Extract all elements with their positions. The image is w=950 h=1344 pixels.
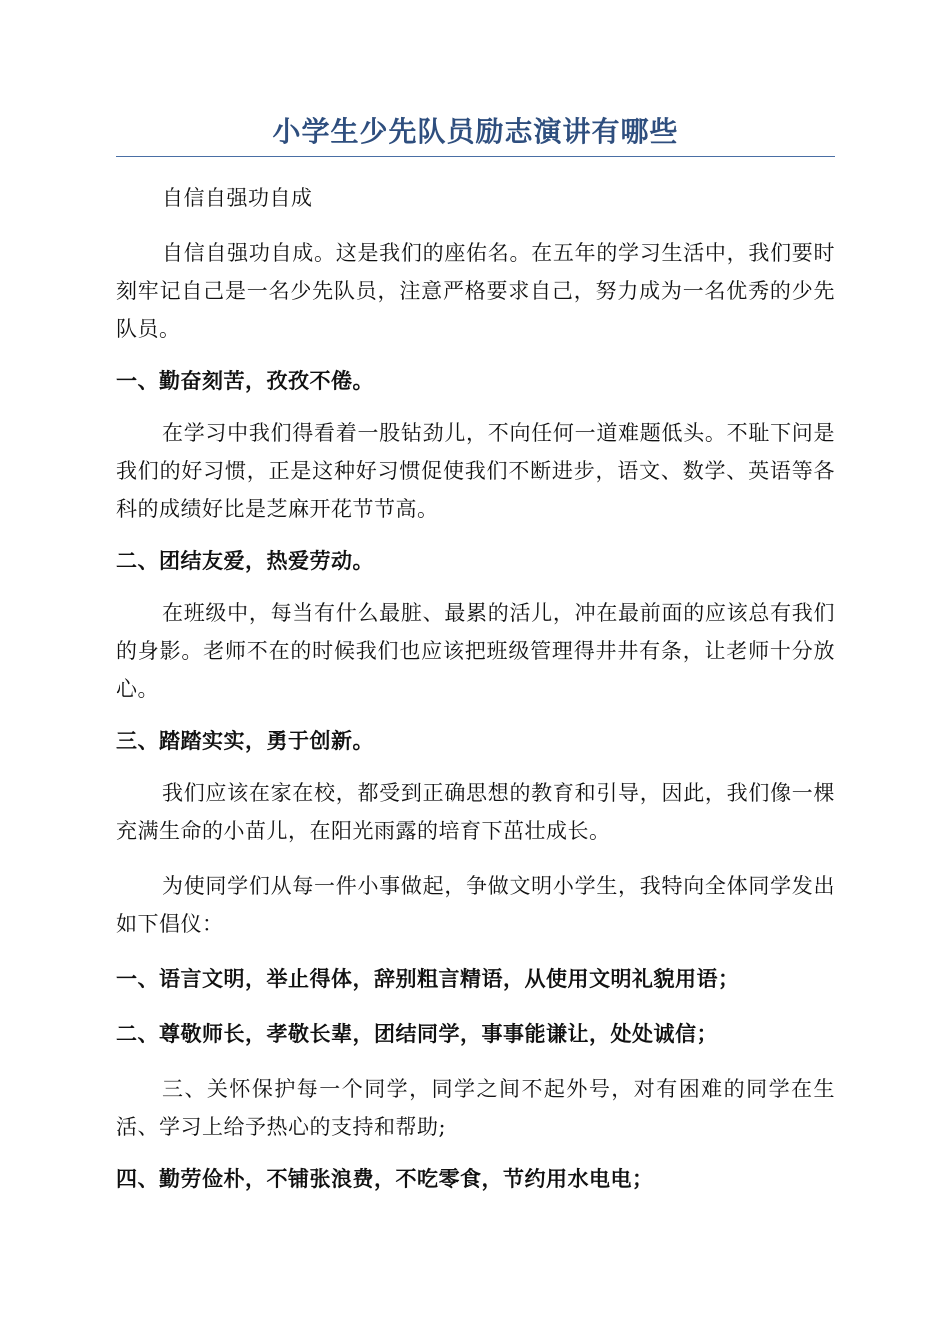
proposal-item-4: 四、勤劳俭朴，不铺张浪费，不吃零食，节约用水电电； [116, 1166, 654, 1191]
heading-section-2: 二、团结友爱，热爱劳动。 [116, 548, 374, 573]
paragraph-intro: 自信自强功自成。这是我们的座佑名。在五年的学习生活中，我们要时刻牢记自己是一名少先队员，注意严格要求自己，努力成为一名优秀的少先队员。 [116, 241, 835, 341]
heading-section-1: 一、勤奋刻苦，孜孜不倦。 [116, 368, 374, 393]
heading-section-3: 三、踏踏实实，勇于创新。 [116, 728, 374, 753]
paragraph-section-2: 在班级中，每当有什么最脏、最累的活儿，冲在最前面的应该总有我们的身影。老师不在的时候我们也应该把班级管理得井井有条，让老师十分放心。 [116, 601, 835, 701]
proposal-item-3: 三、关怀保护每一个同学，同学之间不起外号，对有困难的同学在生活、学习上给予热心的支持和帮助; [116, 1077, 835, 1139]
paragraph-motto: 自信自强功自成 [162, 186, 313, 210]
paragraph-section-3: 我们应该在家在校，都受到正确思想的教育和引导，因此，我们像一棵充满生命的小苗儿，在阳光雨露的培育下茁壮成长。 [116, 781, 835, 843]
document-title: 小学生少先队员励志演讲有哪些 [116, 112, 835, 157]
proposal-item-2: 二、尊敬师长，孝敬长辈，团结同学，事事能谦让，处处诚信； [116, 1021, 718, 1046]
document-page [116, 112, 835, 1198]
paragraph-section-1: 在学习中我们得看着一股钻劲儿，不向任何一道难题低头。不耻下问是我们的好习惯，正是这种好习惯促使我们不断进步，语文、数学、英语等各科的成绩好比是芝麻开花节节高。 [116, 421, 835, 521]
paragraph-proposal-intro: 为使同学们从每一件小事做起，争做文明小学生，我特向全体同学发出如下倡仪： [116, 874, 835, 936]
proposal-item-1: 一、语言文明，举止得体，辞别粗言精语，从使用文明礼貌用语； [116, 966, 740, 991]
